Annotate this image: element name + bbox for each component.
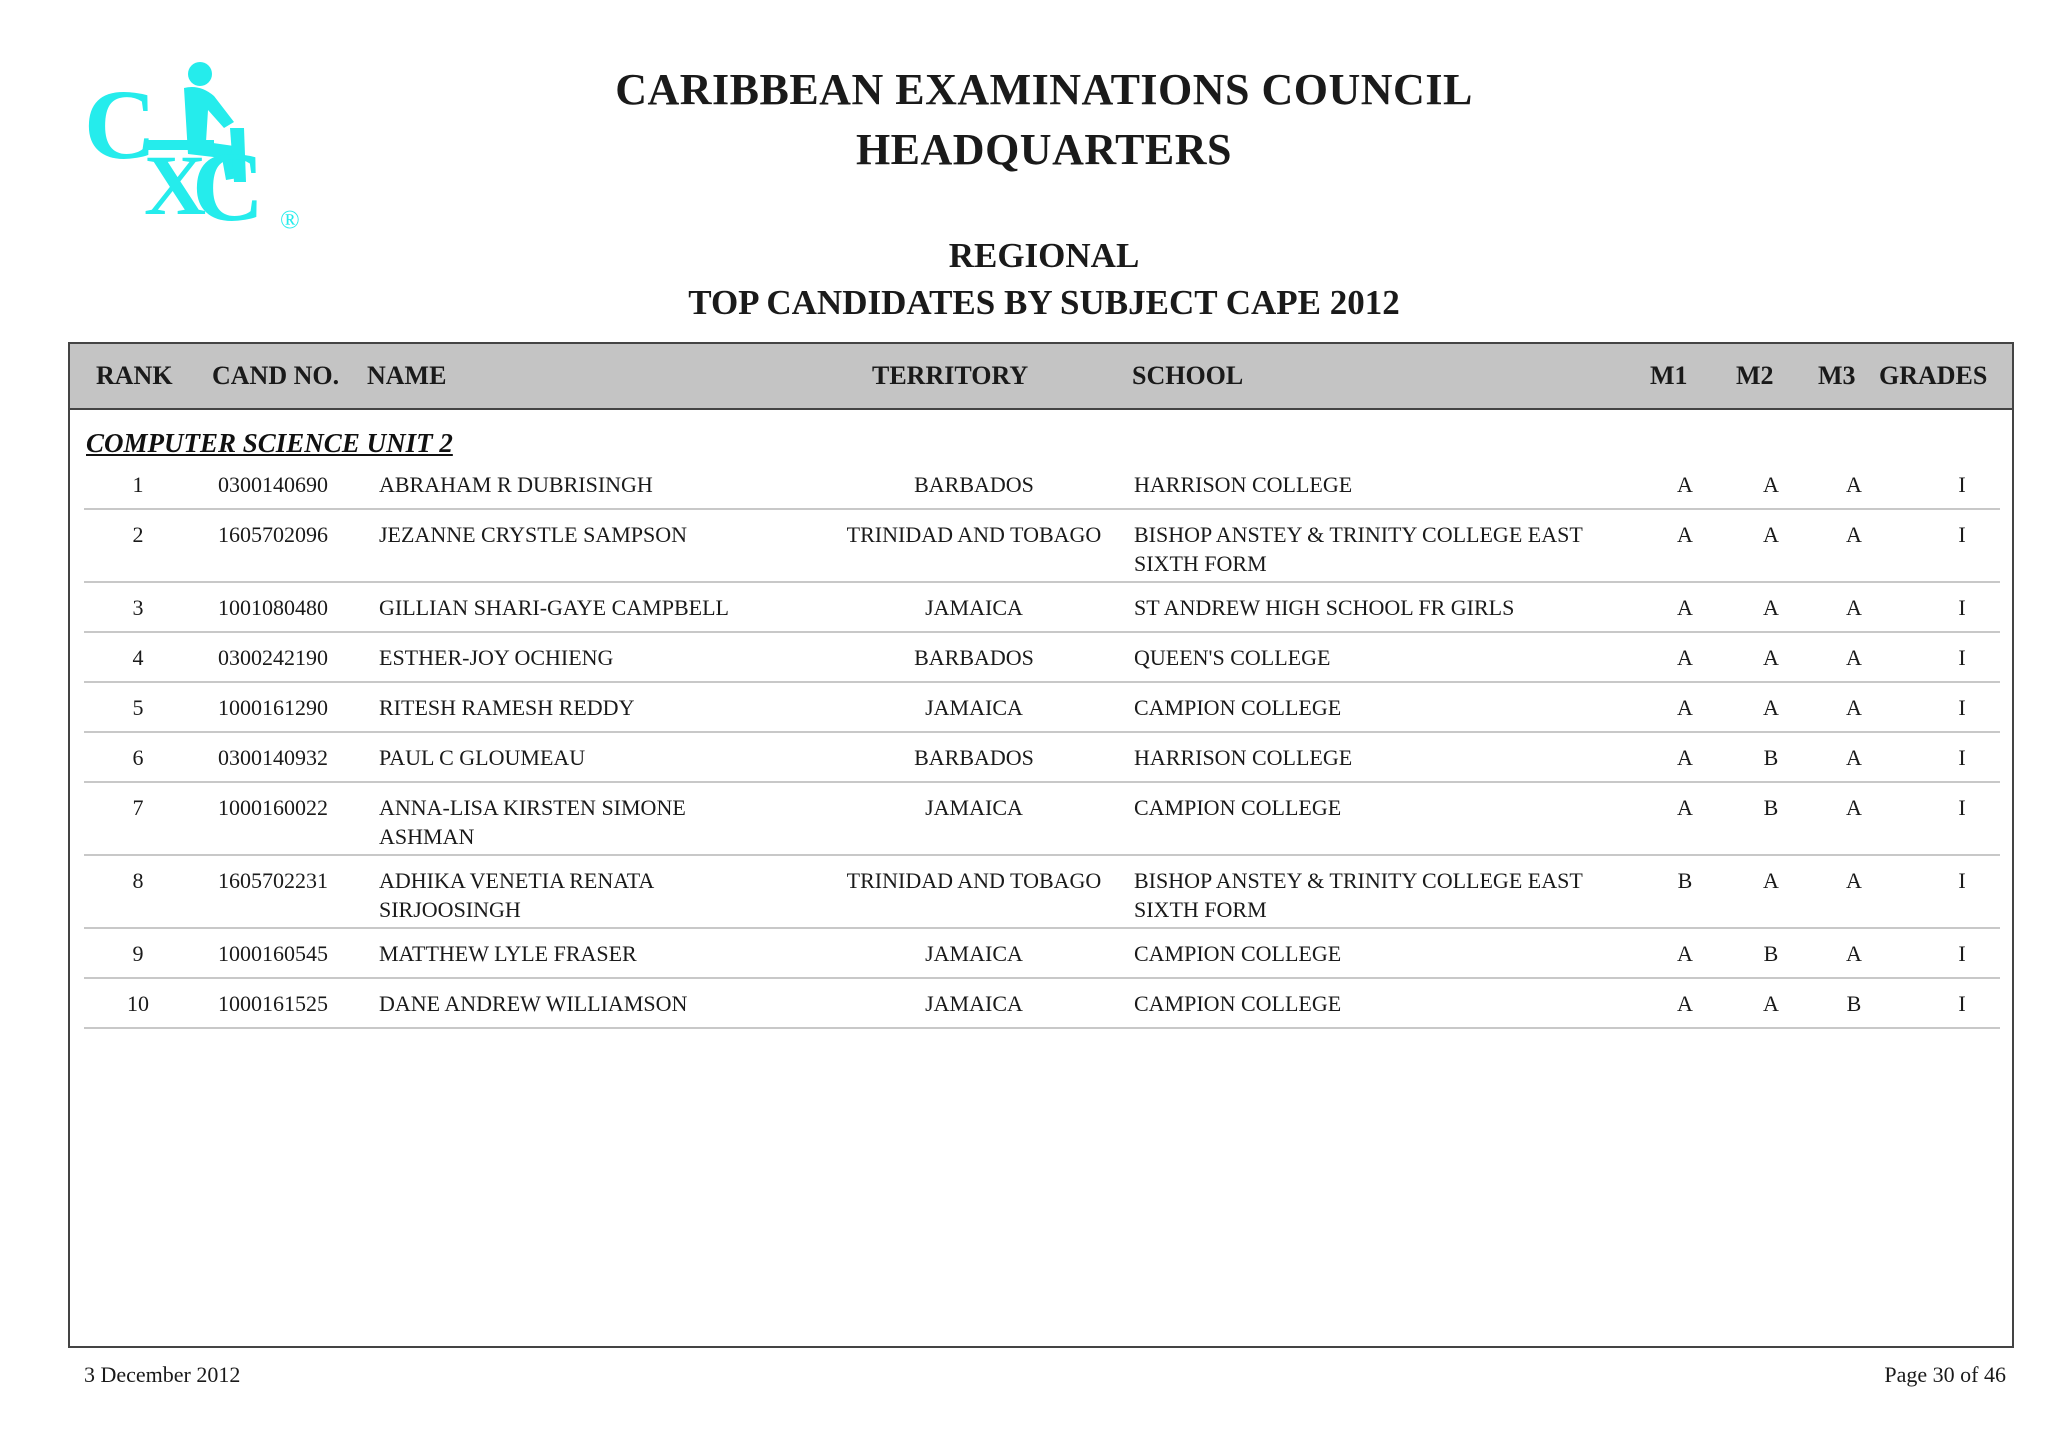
cell-rank: 10 <box>127 991 149 1016</box>
table-row <box>84 856 2000 929</box>
logo-letter-c1: C <box>84 69 157 180</box>
cell-m3: A <box>1846 472 1862 497</box>
council-title: CARIBBEAN EXAMINATIONS COUNCIL <box>615 65 1473 114</box>
cell-m3: A <box>1846 941 1862 966</box>
cell-m3: A <box>1846 695 1862 720</box>
cell-name: DANE ANDREW WILLIAMSON <box>379 991 688 1016</box>
cell-m2: B <box>1763 941 1779 966</box>
cell-m2: A <box>1763 991 1779 1016</box>
cell-territory: BARBADOS <box>914 745 1034 770</box>
cell-territory: JAMAICA <box>925 991 1023 1016</box>
cell-m3: A <box>1846 595 1862 620</box>
cell-name: ANNA-LISA KIRSTEN SIMONE ASHMAN <box>379 795 686 849</box>
cell-m2: B <box>1763 745 1779 770</box>
cell-school: QUEEN'S COLLEGE <box>1134 645 1331 670</box>
cell-territory: JAMAICA <box>925 795 1023 820</box>
cell-m1: B <box>1677 868 1693 893</box>
cell-m1: A <box>1677 522 1693 547</box>
cell-name: ESTHER-JOY OCHIENG <box>379 645 614 670</box>
cell-cand-no: 1000160022 <box>218 795 328 820</box>
cell-cand-no: 0300140690 <box>218 472 328 497</box>
cell-cand-no: 1605702096 <box>218 522 328 547</box>
cell-grade: I <box>1958 522 1966 547</box>
cell-m3: A <box>1846 745 1862 770</box>
cell-m1: A <box>1677 795 1693 820</box>
cell-school: CAMPION COLLEGE <box>1134 991 1342 1016</box>
cell-territory: BARBADOS <box>914 645 1034 670</box>
cell-territory: JAMAICA <box>925 595 1023 620</box>
cell-m1: A <box>1677 695 1693 720</box>
cell-school: HARRISON COLLEGE <box>1134 745 1353 770</box>
cell-name: RITESH RAMESH REDDY <box>379 695 635 720</box>
cell-m2: B <box>1763 795 1779 820</box>
column-header-m1: M1 <box>1650 361 1688 390</box>
cell-rank: 9 <box>132 941 144 966</box>
cell-school: BISHOP ANSTEY & TRINITY COLLEGE EAST SIXTH FORM <box>1134 868 1583 922</box>
cell-rank: 1 <box>132 472 144 497</box>
cell-m3: A <box>1846 522 1862 547</box>
column-header-territory: TERRITORY <box>872 361 1029 390</box>
table-row <box>84 460 2000 510</box>
table-row <box>84 510 2000 583</box>
cell-rank: 5 <box>132 695 144 720</box>
table-body <box>84 460 2000 1029</box>
cell-grade: I <box>1958 745 1966 770</box>
cell-rank: 7 <box>132 795 144 820</box>
cell-grade: I <box>1958 991 1966 1016</box>
cell-m3: A <box>1846 645 1862 670</box>
table-row <box>84 583 2000 633</box>
cell-school: BISHOP ANSTEY & TRINITY COLLEGE EAST SIXTH FORM <box>1134 522 1583 576</box>
cell-m2: A <box>1763 472 1779 497</box>
cell-name: GILLIAN SHARI-GAYE CAMPBELL <box>379 595 729 620</box>
cell-m1: A <box>1677 472 1693 497</box>
report-subtitle: TOP CANDIDATES BY SUBJECT CAPE 2012 <box>688 283 1400 322</box>
cell-name: JEZANNE CRYSTLE SAMPSON <box>379 522 688 547</box>
cell-m3: B <box>1846 991 1862 1016</box>
cell-m1: A <box>1677 991 1693 1016</box>
cell-grade: I <box>1958 472 1966 497</box>
cell-school: ST ANDREW HIGH SCHOOL FR GIRLS <box>1134 595 1515 620</box>
cell-territory: BARBADOS <box>914 472 1034 497</box>
cell-m1: A <box>1677 941 1693 966</box>
page-number: Page 30 of 46 <box>1884 1362 2006 1387</box>
subject-heading: COMPUTER SCIENCE UNIT 2 <box>86 428 453 458</box>
table-header-row <box>70 344 2012 410</box>
cell-m2: A <box>1763 522 1779 547</box>
cell-m3: A <box>1846 868 1862 893</box>
cell-m3: A <box>1846 795 1862 820</box>
cell-school: CAMPION COLLEGE <box>1134 941 1342 966</box>
cell-cand-no: 1000161525 <box>218 991 328 1016</box>
results-table <box>68 342 2014 1348</box>
cell-school: HARRISON COLLEGE <box>1134 472 1353 497</box>
cell-cand-no: 1000161290 <box>218 695 328 720</box>
cell-name: PAUL C GLOUMEAU <box>379 745 586 770</box>
column-header-m3: M3 <box>1818 361 1856 390</box>
cell-rank: 3 <box>132 595 144 620</box>
cell-cand-no: 1605702231 <box>218 868 328 893</box>
cell-rank: 6 <box>132 745 144 770</box>
cell-grade: I <box>1958 595 1966 620</box>
cell-grade: I <box>1958 868 1966 893</box>
cell-m2: A <box>1763 645 1779 670</box>
table-row <box>84 733 2000 783</box>
cell-grade: I <box>1958 645 1966 670</box>
report-date: 3 December 2012 <box>84 1362 241 1387</box>
cell-cand-no: 0300242190 <box>218 645 328 670</box>
logo-letter-x: X <box>144 137 207 233</box>
cell-rank: 4 <box>132 645 144 670</box>
cell-m1: A <box>1677 595 1693 620</box>
cell-rank: 2 <box>132 522 144 547</box>
cell-territory: JAMAICA <box>925 941 1023 966</box>
cell-name: MATTHEW LYLE FRASER <box>379 941 637 966</box>
cell-m2: A <box>1763 868 1779 893</box>
office-title: HEADQUARTERS <box>855 125 1233 174</box>
column-header-rank: RANK <box>96 361 173 390</box>
cell-territory: TRINIDAD AND TOBAGO <box>846 868 1102 893</box>
logo-letter-c2: C <box>192 131 265 234</box>
cell-m2: A <box>1763 595 1779 620</box>
column-header-m2: M2 <box>1736 361 1774 390</box>
table-row <box>84 783 2000 856</box>
cell-cand-no: 1000160545 <box>218 941 328 966</box>
cell-rank: 8 <box>132 868 144 893</box>
column-header-name: NAME <box>367 361 447 390</box>
cell-territory: JAMAICA <box>925 695 1023 720</box>
cell-grade: I <box>1958 695 1966 720</box>
table-row <box>84 979 2000 1029</box>
cell-cand-no: 1001080480 <box>218 595 328 620</box>
cell-m1: A <box>1677 645 1693 670</box>
cell-m1: A <box>1677 745 1693 770</box>
column-header-grades: GRADES <box>1879 361 1988 390</box>
cell-territory: TRINIDAD AND TOBAGO <box>846 522 1102 547</box>
cell-grade: I <box>1958 941 1966 966</box>
table-row <box>84 929 2000 979</box>
cell-school: CAMPION COLLEGE <box>1134 795 1342 820</box>
column-header-school: SCHOOL <box>1132 361 1244 390</box>
cell-school: CAMPION COLLEGE <box>1134 695 1342 720</box>
logo-registered-mark: ® <box>280 205 300 234</box>
table-row <box>84 633 2000 683</box>
cell-name: ABRAHAM R DUBRISINGH <box>379 472 653 497</box>
column-header-cand-no: CAND NO. <box>212 361 340 390</box>
cell-cand-no: 0300140932 <box>218 745 328 770</box>
region-title: REGIONAL <box>948 236 1140 275</box>
cell-name: ADHIKA VENETIA RENATA SIRJOOSINGH <box>379 868 654 922</box>
table-row <box>84 683 2000 733</box>
cell-m2: A <box>1763 695 1779 720</box>
cell-grade: I <box>1958 795 1966 820</box>
